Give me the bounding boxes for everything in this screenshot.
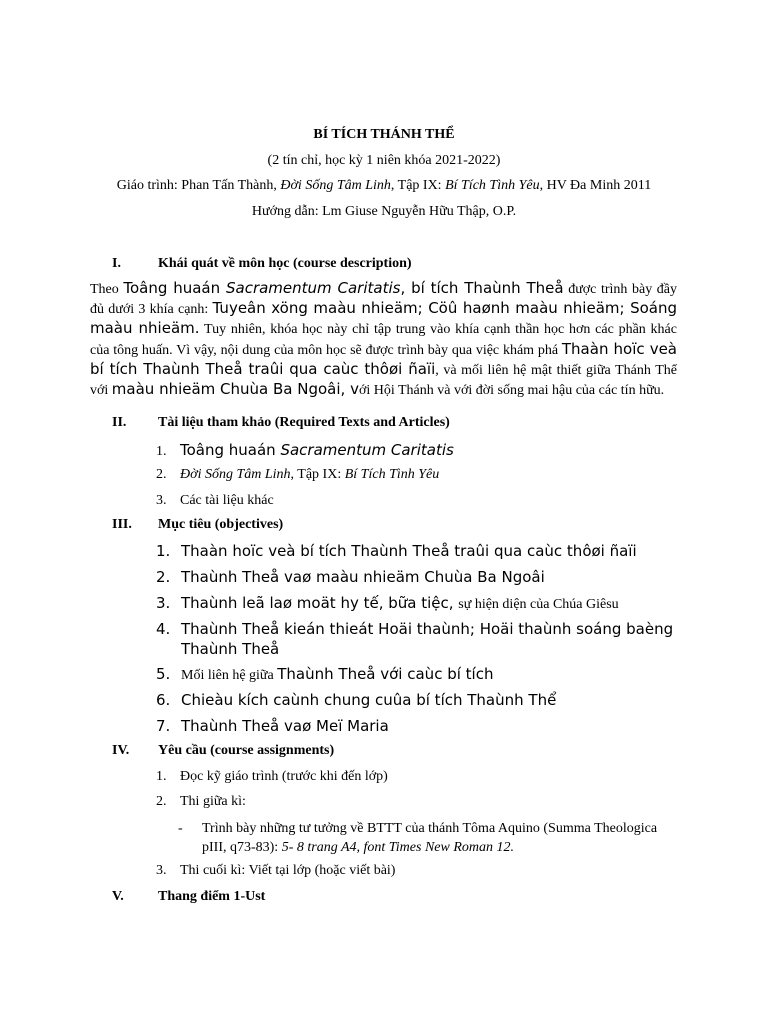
objective-item-1 [156, 541, 686, 561]
desc-text: ới Hội Thánh và với đời sống mai hậu của các tín hữu. [358, 383, 665, 399]
section-number: II. [112, 415, 127, 430]
objective-text: sự hiện diện của Chúa Giêsu [458, 597, 619, 612]
course-credits: (2 tín chỉ, học kỳ 1 niên khóa 2021-2022) [267, 153, 501, 168]
document-title: BÍ TÍCH THÁNH THỂ [313, 127, 455, 142]
list-number: 3. [156, 863, 167, 878]
list-number: 2. [156, 467, 167, 482]
detail-text: Trình bày những tư tưởng về BTTT của thánh Tôma Aquino (Summa Theologica pIII, q73-83): [202, 821, 658, 855]
section-heading-2 [112, 415, 450, 431]
objective-item-7 [156, 716, 686, 736]
section-number: I. [112, 256, 121, 271]
detail-format: 5- 8 trang A4, font Times New Roman 12. [281, 840, 515, 855]
reference-text: Toâng huaán [180, 441, 281, 459]
desc-text: Sacramentum Caritatis [225, 279, 401, 297]
instructor-line: Hướng dẫn: Lm Giuse Nguyễn Hữu Thập, O.P. [251, 204, 517, 219]
assignment-text: Thi cuối kì: Viết tại lớp (hoặc viết bài) [180, 863, 396, 878]
textbook-line [0, 178, 768, 194]
list-number: 6. [156, 691, 171, 709]
desc-text: Thaàn hoïc veà bí tích Thaùnh Theå traûi qua caùc thôøi ñaïi [90, 339, 677, 378]
objective-text: Chieàu kích caùnh chung cuûa bí tích Thaùnh Thể [181, 691, 557, 709]
objective-text: Thaùnh Theå với caùc bí tích [277, 665, 494, 683]
desc-text: , và mối liên hệ mật thiết giữa Thánh Thể với [90, 362, 677, 399]
objective-text: Thaùnh Theå vaø Meï Maria [181, 717, 389, 735]
list-number: 5. [156, 665, 171, 683]
assignment-item-3 [156, 863, 395, 879]
section-title: Thang điểm 1-Ust [158, 889, 266, 904]
reference-item-2 [156, 467, 439, 483]
objective-text: Thaùnh Theå kieán thieát Hoäi thaùnh; Hoäi thaùnh soáng baèng [181, 620, 674, 638]
textbook-book: Đời Sống Tâm Linh [280, 178, 391, 193]
section-number: IV. [112, 743, 130, 758]
section-title: Yêu cầu (course assignments) [158, 743, 335, 758]
textbook-subtitle: Bí Tích Tình Yêu [445, 178, 540, 193]
list-number: 7. [156, 717, 171, 735]
reference-title: Đời Sống Tâm Linh [180, 467, 291, 482]
objective-text: Thaùnh Theå vaø maàu nhieäm Chuùa Ba Ngoâi [181, 568, 545, 586]
desc-text: , bí tích Thaùnh Theå [400, 279, 564, 297]
list-number: 2. [156, 568, 171, 586]
course-description [90, 279, 677, 400]
section-title: Khái quát về môn học (course description) [158, 256, 412, 271]
objective-item-2 [156, 567, 686, 587]
objective-text: Thaàn hoïc veà bí tích Thaùnh Theå traûi qua caùc thôøi ñaïi [181, 542, 637, 560]
reference-title: Sacramentum Caritatis [280, 441, 454, 459]
list-number: 1. [156, 542, 171, 560]
textbook-volume: , Tập IX: [390, 178, 446, 193]
desc-text: maàu nhieäm Chuùa Ba Ngoâi, v [111, 380, 359, 399]
textbook-prefix: Giáo trình: Phan Tấn Thành, [116, 178, 281, 193]
objective-text: Mối liên hệ giữa [181, 668, 278, 683]
section-heading-3 [112, 517, 283, 533]
objective-item-6 [156, 690, 686, 710]
reference-item-1 [156, 441, 454, 460]
section-number: III. [112, 517, 132, 532]
section-heading-1 [112, 256, 412, 272]
list-number: 1. [156, 769, 167, 784]
desc-text: Tuyeân xöng maàu nhieäm; Cöû haønh maàu nhieäm; Soáng maàu nhieäm. [90, 299, 677, 338]
objective-item-5 [156, 664, 686, 686]
dash-bullet: - [178, 821, 183, 836]
desc-text: được trình bày đầy đủ dưới 3 khía cạnh: [90, 282, 678, 318]
desc-text: Tuy nhiên, khóa học này chỉ tập trung vào khía cạnh thần học hơn các phần khác của tông huấn. Vì vậy, nội dung của môn học sẽ được trình bày qua việc khám phá [90, 322, 677, 358]
assignment-text: Thi giữa kì: [180, 794, 246, 809]
objective-text-continued: Thaùnh Theå [181, 640, 280, 658]
assignment-detail [178, 819, 678, 857]
list-number: 4. [156, 620, 171, 638]
section-number: V. [112, 889, 124, 904]
textbook-suffix: , HV Đa Minh 2011 [539, 178, 652, 193]
section-title: Mục tiêu (objectives) [158, 517, 284, 532]
reference-title: Bí Tích Tình Yêu [344, 467, 440, 482]
section-heading-5 [112, 889, 265, 905]
reference-text: Các tài liệu khác [180, 493, 274, 508]
assignment-text: Đọc kỹ giáo trình (trước khi đến lớp) [180, 769, 388, 784]
list-number: 3. [156, 594, 171, 612]
section-heading-4 [112, 743, 334, 759]
desc-text: Theo [90, 282, 124, 297]
assignment-item-1 [156, 769, 388, 785]
reference-text: , Tập IX: [290, 467, 345, 482]
list-number: 2. [156, 794, 167, 809]
objective-item-4 [156, 619, 686, 659]
assignment-item-2 [156, 794, 246, 810]
list-number: 1. [156, 444, 167, 459]
list-number: 3. [156, 493, 167, 508]
section-title: Tài liệu tham khảo (Required Texts and Articles) [158, 415, 450, 430]
assignment-detail-text [178, 819, 678, 857]
reference-item-3 [156, 493, 274, 509]
objective-item-3 [156, 593, 686, 615]
desc-text: Toâng huaán [123, 279, 226, 297]
objective-text: Thaùnh leã laø moät hy tế, bữa tiệc, [181, 594, 459, 612]
